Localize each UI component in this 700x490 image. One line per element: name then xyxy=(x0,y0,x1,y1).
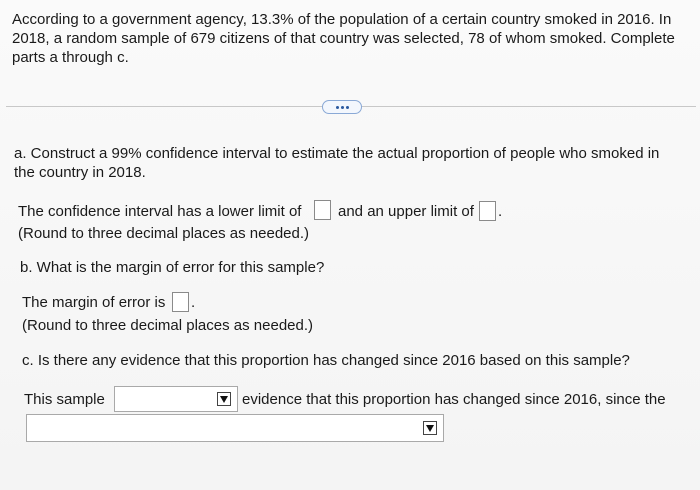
this-sample-label: This sample xyxy=(24,391,105,408)
triangle-down-icon xyxy=(423,421,437,435)
evidence-text: evidence that this proportion has changed since 2016, since the xyxy=(242,391,666,408)
reason-select[interactable] xyxy=(26,414,444,442)
ellipsis-icon xyxy=(346,106,349,109)
upper-limit-label: and an upper limit of xyxy=(338,203,474,220)
margin-error-label: The margin of error is xyxy=(22,294,166,311)
triangle-down-icon xyxy=(217,392,231,406)
margin-error-input[interactable] xyxy=(172,292,189,312)
part-a-hint: (Round to three decimal places as needed.) xyxy=(18,225,310,242)
evidence-select[interactable] xyxy=(114,386,238,412)
problem-intro: According to a government agency, 13.3% of the population of a certain country smoked in 2016. In 2018, a random sample of 679 citizens of that country was selected, 78 of whom smoked. Complete parts a through c. xyxy=(12,11,675,66)
ellipsis-icon xyxy=(341,106,344,109)
ellipsis-icon xyxy=(336,106,339,109)
margin-error-period: . xyxy=(191,294,196,311)
show-more-button[interactable] xyxy=(322,100,362,114)
lower-limit-input[interactable] xyxy=(314,200,331,220)
part-c-question: c. Is there any evidence that this proportion has changed since 2016 based on this sample? xyxy=(22,352,630,369)
upper-limit-input[interactable] xyxy=(479,201,496,221)
part-a-question: a. Construct a 99% confidence interval to estimate the actual proportion of people who smoked in the country in 2018. xyxy=(14,145,660,181)
upper-limit-period: . xyxy=(498,203,503,220)
part-b-question: b. What is the margin of error for this sample? xyxy=(20,259,325,276)
part-b-hint: (Round to three decimal places as needed.) xyxy=(22,317,314,334)
lower-limit-label: The confidence interval has a lower limit of xyxy=(18,203,302,220)
